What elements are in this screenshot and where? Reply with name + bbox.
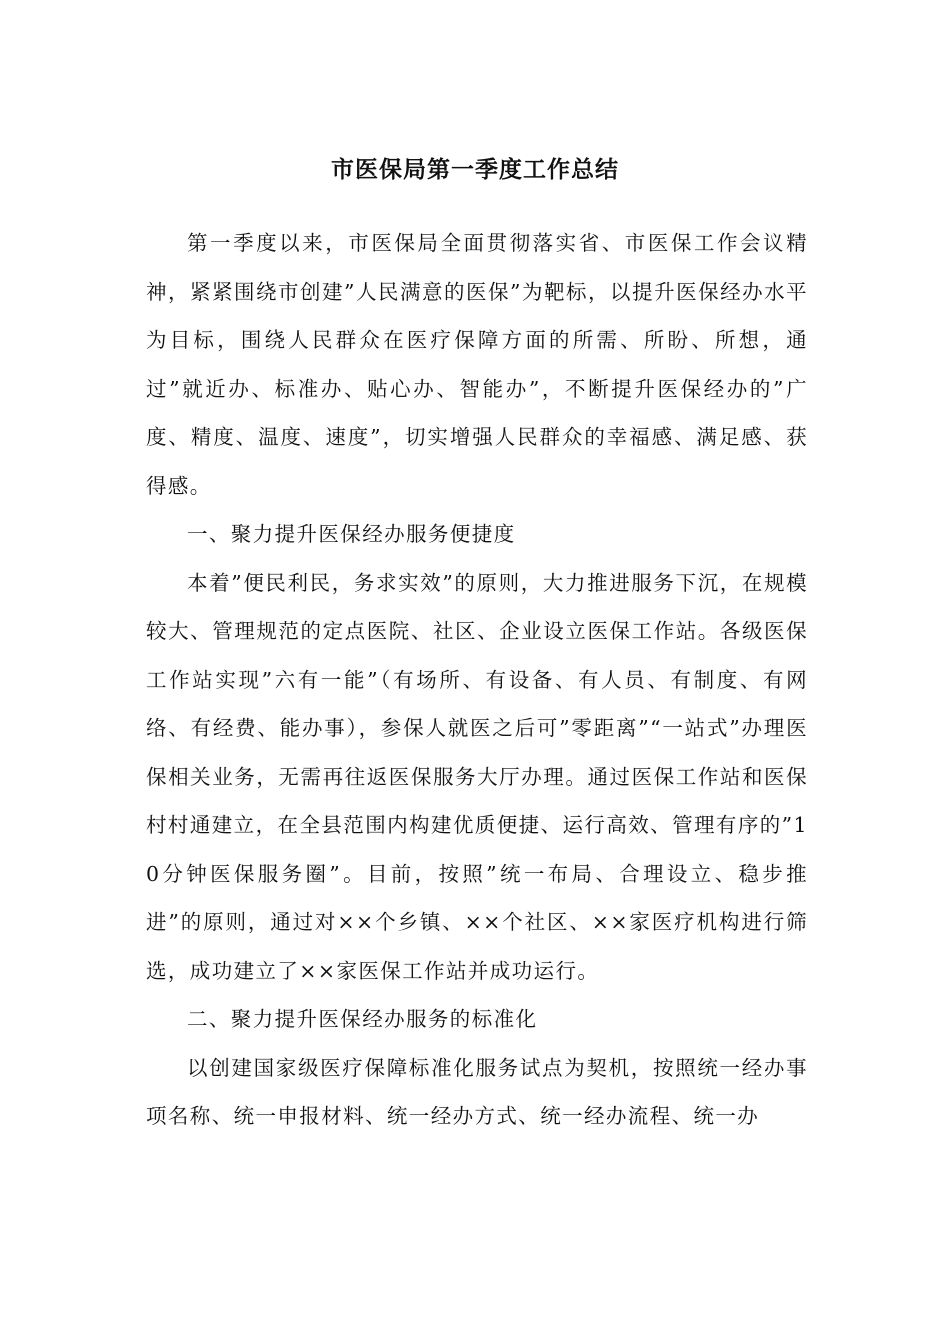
section-heading-2: 二、聚力提升医保经办服务的标准化 <box>187 1007 538 1031</box>
document-title: 市医保局第一季度工作总结 <box>331 157 619 183</box>
intro-paragraph: 第一季度以来，市医保局全面贯彻落实省、市医保工作会议精神，紧紧围绕市创建”人民满意的医保”为靶标，以提升医保经办水平为目标，围绕人民群众在医疗保障方面的所需、所盼、所想，通过”就近办、标准办、贴心办、智能办”，不断提升医保经办的”广度、精度、温度、速度”，切实增强人民群众的幸福感、满足感、获得感。 <box>146 231 808 498</box>
section-heading-1: 一、聚力提升医保经办服务便捷度 <box>187 522 516 546</box>
section-2-paragraph: 以创建国家级医疗保障标准化服务试点为契机，按照统一经办事项名称、统一申报材料、统一经办方式、统一经办流程、统一办 <box>146 1055 808 1128</box>
section-1-paragraph: 本着”便民利民，务求实效”的原则，大力推进服务下沉，在规模较大、管理规范的定点医院、社区、企业设立医保工作站。各级医保工作站实现”六有一能”（有场所、有设备、有人员、有制度、有网络、有经费、能办事），参保人就医之后可”零距离”“一站式”办理医保相关业务，无需再往返医保服务大厅办理。通过医保工作站和医保村村通建立，在全县范围内构建优质便捷、运行高效、管理有序的”10分钟医保服务圈”。目前，按照”统一布局、合理设立、稳步推进”的原则，通过对××个乡镇、××个社区、××家医疗机构进行筛选，成功建立了××家医保工作站并成功运行。 <box>146 570 808 983</box>
document-body <box>146 219 808 1141</box>
